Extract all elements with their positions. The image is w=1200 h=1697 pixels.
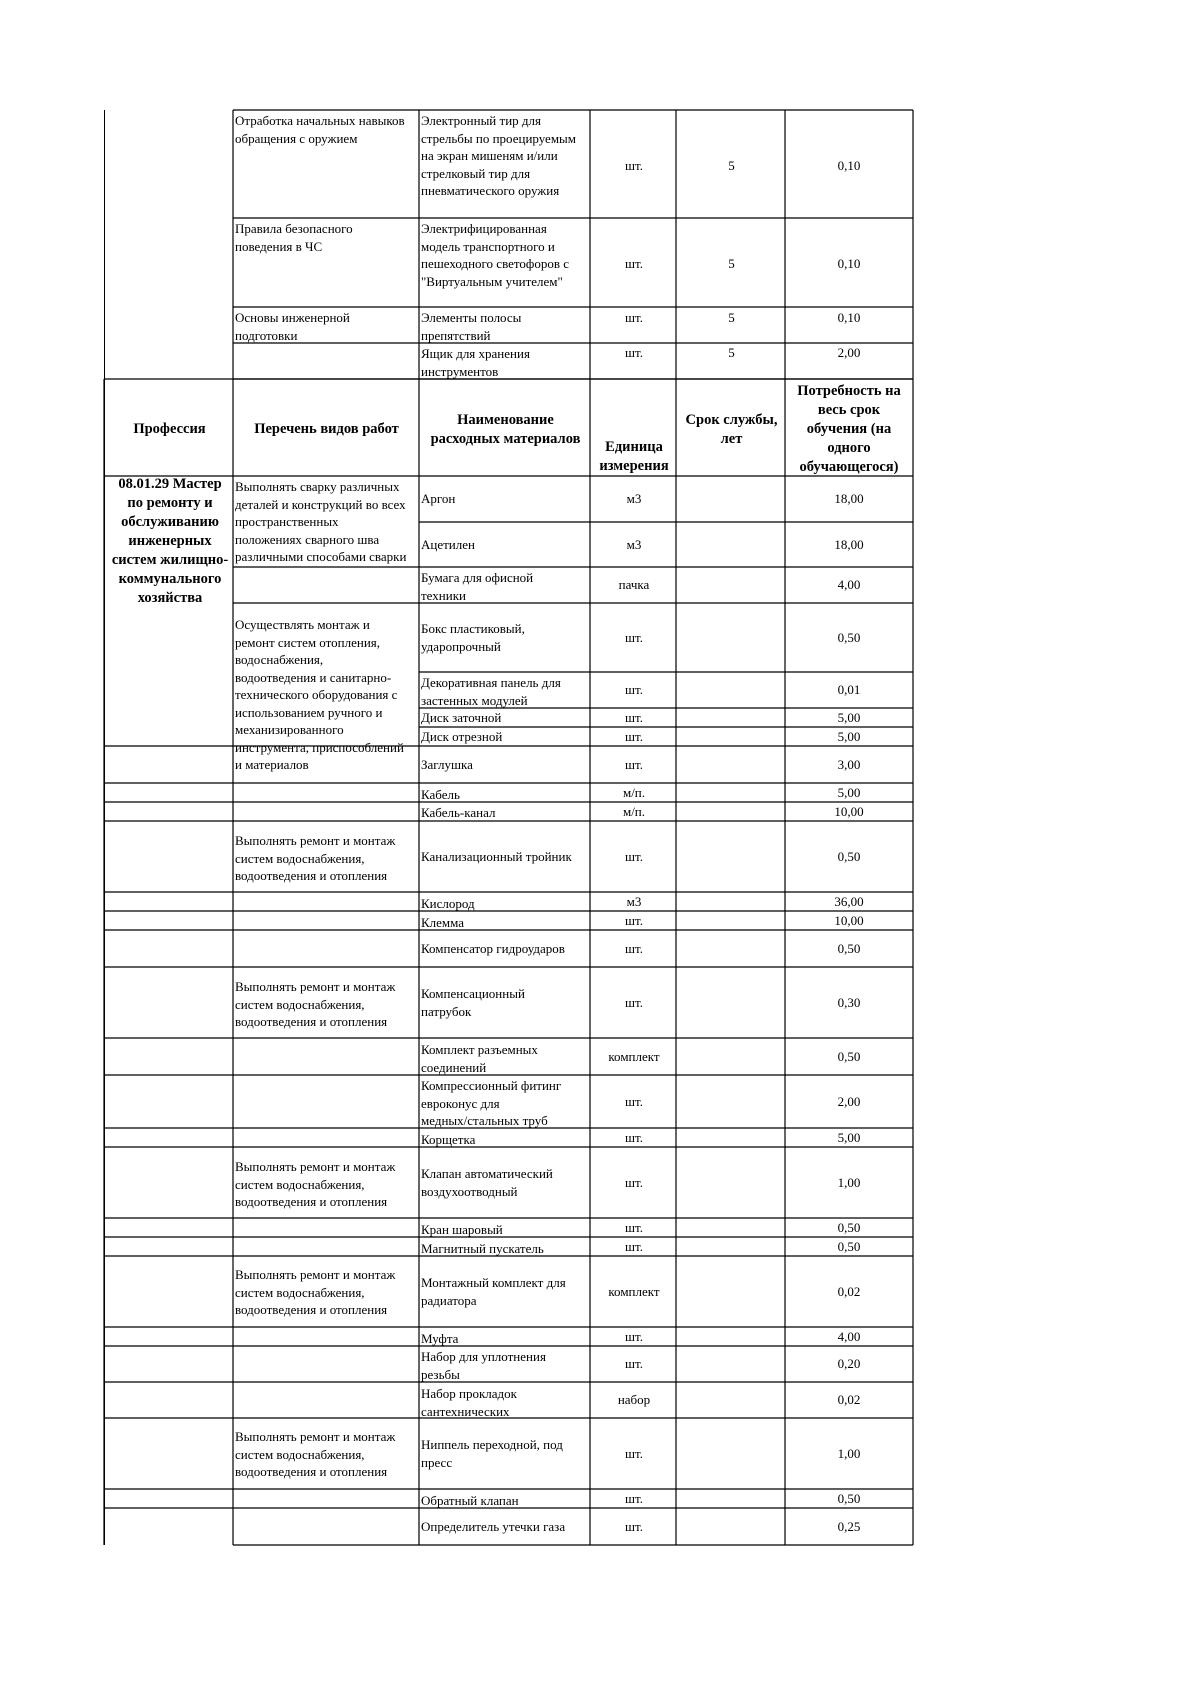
top-unit-1: шт.: [625, 158, 643, 173]
material-unit: м3: [626, 491, 642, 506]
work-group-repair: Выполнять ремонт и монтаж систем водоснабжения, водоотведения и отопления: [235, 1267, 396, 1317]
material-name: Кабель: [421, 787, 460, 802]
top-work-1: Отработка начальных навыков обращения с оружием: [235, 113, 405, 146]
top-item-4: Ящик для хранения инструментов: [421, 346, 530, 379]
material-unit: шт.: [625, 941, 643, 956]
material-qty: 0,50: [837, 941, 861, 956]
material-qty: 36,00: [834, 894, 864, 909]
material-name: Бокс пластиковый, ударопрочный: [421, 621, 525, 654]
header-unit: Единица измерения: [599, 439, 669, 474]
top-unit-4: шт.: [625, 345, 643, 360]
work-group-repair: Выполнять ремонт и монтаж систем водоснабжения, водоотведения и отопления: [235, 979, 396, 1029]
material-qty: 4,00: [837, 1329, 861, 1344]
material-name: Набор для уплотнения резьбы: [421, 1349, 546, 1382]
material-unit: шт.: [625, 1446, 643, 1461]
material-name: Кислород: [421, 896, 475, 911]
material-name: Магнитный пускатель: [421, 1241, 544, 1256]
material-qty: 2,00: [837, 1094, 861, 1109]
material-name: Канализационный тройник: [421, 849, 572, 864]
top-work-2: Правила безопасного поведения в ЧС: [235, 221, 353, 254]
material-name: Заглушка: [421, 757, 473, 772]
top-item-2: Электрифицированная модель транспортного и пешеходного светофоров с "Виртуальным учителем": [421, 221, 569, 289]
work-group-repair: Выполнять ремонт и монтаж систем водоснабжения, водоотведения и отопления: [235, 1159, 396, 1209]
material-unit: набор: [617, 1392, 651, 1407]
work-group-installation: Осуществлять монтаж и ремонт систем отопления, водоснабжения, водоотведения и санитарно- технического оборудования с использованием ручного и механизированного инструмента, приспособлений и материалов: [235, 617, 404, 772]
header-materials: Наименование расходных материалов: [430, 412, 581, 447]
material-unit: м/п.: [622, 804, 646, 819]
material-qty: 4,00: [837, 577, 861, 592]
top-life-1: 5: [728, 158, 735, 173]
material-unit: м3: [626, 537, 642, 552]
material-name: Комплект разъемных соединений: [421, 1042, 538, 1075]
material-unit: шт.: [625, 710, 643, 725]
material-unit: шт.: [625, 1175, 643, 1190]
material-qty: 18,00: [834, 537, 864, 552]
material-name: Клемма: [421, 915, 465, 930]
material-qty: 3,00: [837, 757, 861, 772]
material-name: Компрессионный фитинг евроконус для медных/стальных труб: [421, 1078, 562, 1128]
material-name: Корщетка: [421, 1132, 476, 1147]
material-qty: 0,50: [837, 630, 861, 645]
top-item-3: Элементы полосы препятствий: [421, 310, 522, 343]
header-service-life: Срок службы, лет: [685, 412, 778, 447]
material-name: Ниппель переходной, под пресс: [421, 1437, 563, 1470]
material-name: Диск заточной: [421, 710, 502, 725]
material-name: Кран шаровый: [421, 1222, 503, 1237]
material-unit: комплект: [608, 1049, 660, 1064]
top-work-3: Основы инженерной подготовки: [235, 310, 350, 343]
material-unit: шт.: [625, 1130, 643, 1145]
material-qty: 0,30: [837, 995, 861, 1010]
material-qty: 5,00: [837, 1130, 861, 1145]
material-qty: 5,00: [837, 729, 861, 744]
material-name: Декоративная панель для застенных модулей: [421, 675, 561, 708]
material-name: Обратный клапан: [421, 1493, 519, 1508]
material-unit: шт.: [625, 995, 643, 1010]
material-qty: 0,25: [837, 1519, 861, 1534]
material-unit: комплект: [608, 1284, 660, 1299]
material-unit: шт.: [625, 1491, 643, 1506]
material-name: Клапан автоматический воздухоотводный: [421, 1166, 553, 1199]
material-qty: 5,00: [837, 785, 861, 800]
top-life-3: 5: [728, 310, 735, 325]
top-unit-2: шт.: [625, 256, 643, 271]
material-unit: шт.: [625, 913, 643, 928]
material-unit: шт.: [625, 729, 643, 744]
material-unit: шт.: [625, 1094, 643, 1109]
header-need: Потребность на весь срок обучения (на одного обучающегося): [797, 383, 901, 475]
material-qty: 0,02: [837, 1284, 861, 1299]
material-unit: пачка: [618, 577, 650, 592]
material-unit: шт.: [625, 1356, 643, 1371]
material-qty: 10,00: [834, 804, 864, 819]
material-unit: шт.: [625, 1220, 643, 1235]
material-qty: 5,00: [837, 710, 861, 725]
material-unit: шт.: [625, 1329, 643, 1344]
material-qty: 10,00: [834, 913, 864, 928]
work-group-welding: Выполнять сварку различных деталей и конструкций во всех пространственных положениях сварного шва различными способами сварки: [235, 479, 407, 564]
material-qty: 0,50: [837, 1049, 861, 1064]
material-name: Кабель-канал: [421, 805, 496, 820]
material-qty: 0,01: [837, 682, 861, 697]
top-qty-3: 0,10: [837, 310, 861, 325]
material-name: Компенсационный патрубок: [421, 986, 525, 1019]
material-qty: 0,50: [837, 849, 861, 864]
material-name: Монтажный комплект для радиатора: [421, 1275, 566, 1308]
material-name: Диск отрезной: [421, 729, 503, 744]
top-qty-4: 2,00: [837, 345, 861, 360]
material-unit: шт.: [625, 630, 643, 645]
material-name: Ацетилен: [421, 537, 475, 552]
material-name: Бумага для офисной техники: [421, 570, 534, 603]
material-name: Компенсатор гидроударов: [421, 941, 565, 956]
material-qty: 18,00: [834, 491, 864, 506]
top-unit-3: шт.: [625, 310, 643, 325]
profession-name: 08.01.29 Мастер по ремонту и обслуживанию инженерных систем жилищно- коммунального хозяйства: [111, 476, 229, 606]
work-group-repair: Выполнять ремонт и монтаж систем водоснабжения, водоотведения и отопления: [235, 833, 396, 883]
material-qty: 0,02: [837, 1392, 861, 1407]
header-profession: Профессия: [133, 421, 206, 437]
material-name: Муфта: [421, 1331, 459, 1346]
material-qty: 0,20: [837, 1356, 861, 1371]
material-unit: шт.: [625, 1239, 643, 1254]
material-unit: м/п.: [622, 785, 646, 800]
material-unit: шт.: [625, 1519, 643, 1534]
material-unit: шт.: [625, 757, 643, 772]
material-qty: 1,00: [837, 1446, 861, 1461]
material-qty: 0,50: [837, 1491, 861, 1506]
material-qty: 1,00: [837, 1175, 861, 1190]
material-qty: 0,50: [837, 1220, 861, 1235]
work-group-repair: Выполнять ремонт и монтаж систем водоснабжения, водоотведения и отопления: [235, 1429, 396, 1479]
material-name: Набор прокладок сантехнических: [421, 1386, 517, 1419]
top-life-4: 5: [728, 345, 735, 360]
material-name: Аргон: [421, 491, 456, 506]
material-qty: 0,50: [837, 1239, 861, 1254]
top-item-1: Электронный тир для стрельбы по проецируемым на экран мишеням и/или стрелковый тир для пневматического оружия: [421, 113, 577, 198]
top-life-2: 5: [728, 256, 735, 271]
material-unit: шт.: [625, 849, 643, 864]
left-margin-line: [104, 110, 105, 1545]
header-work-types: Перечень видов работ: [254, 421, 399, 437]
material-name: Определитель утечки газа: [421, 1519, 566, 1534]
material-unit: шт.: [625, 682, 643, 697]
top-qty-1: 0,10: [837, 158, 861, 173]
top-qty-2: 0,10: [837, 256, 861, 271]
material-unit: м3: [626, 894, 642, 909]
